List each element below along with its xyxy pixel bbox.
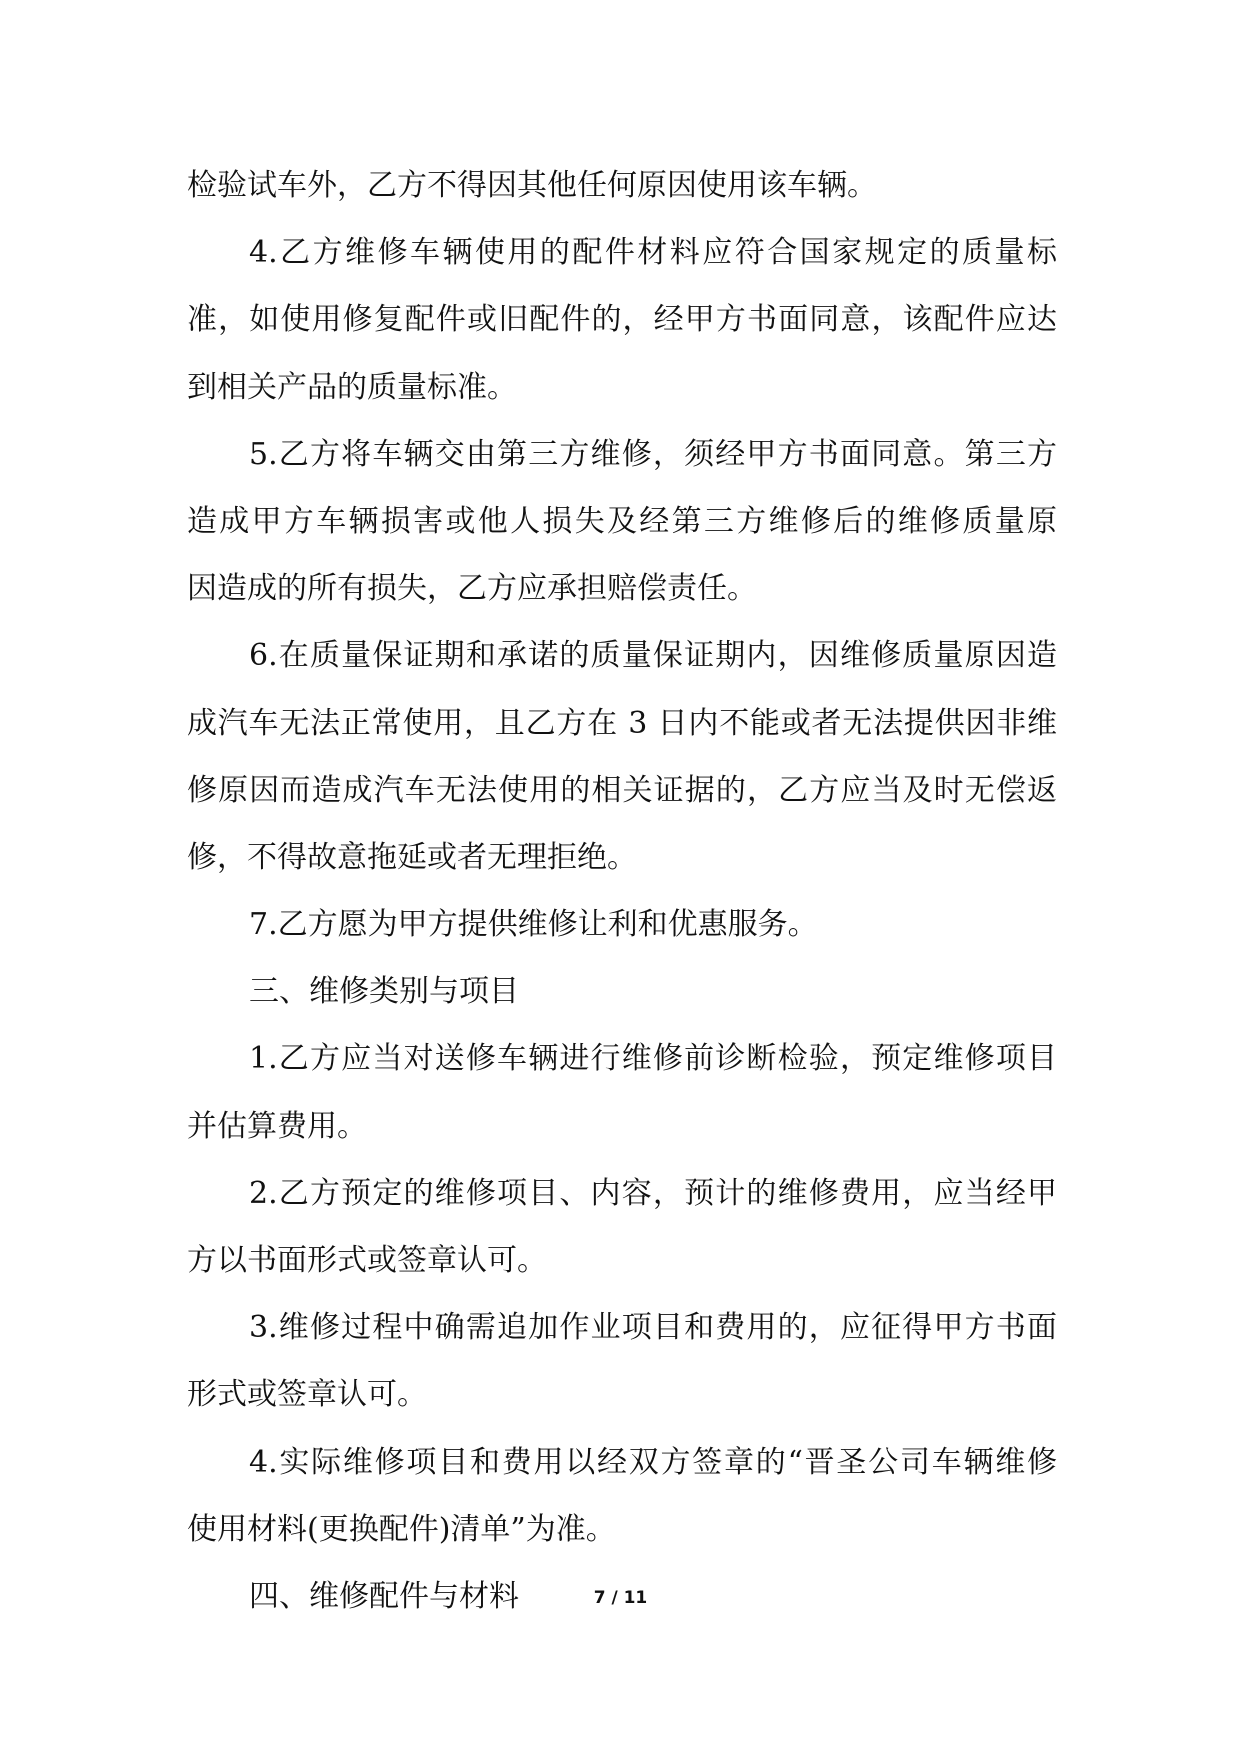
text-line: 到相关产品的质量标准。 [187, 369, 517, 405]
document-body [187, 152, 1057, 1630]
text-line: 造成甲方车辆损害或他人损失及经第三方维修后的维修质量原 [187, 503, 1057, 539]
text-line: 因造成的所有损失，乙方应承担赔偿责任。 [187, 571, 757, 607]
text-line: 检验试车外，乙方不得因其他任何原因使用该车辆。 [187, 168, 877, 203]
text-line: 形式或签章认可。 [187, 1377, 427, 1413]
text-line: 2.乙方预定的维修项目、内容，预计的维修费用，应当经甲 [249, 1175, 1057, 1211]
text-line: 1.乙方应当对送修车辆进行维修前诊断检验，预定维修项目 [249, 1041, 1057, 1077]
text-line: 方以书面形式或签章认可。 [187, 1243, 547, 1278]
text-line: 使用材料(更换配件)清单”为准。 [187, 1511, 616, 1547]
text-line: 5.乙方将车辆交由第三方维修，须经甲方书面同意。第三方 [249, 436, 1057, 472]
page-number: 7 / 11 [593, 1588, 648, 1608]
section-heading: 四、维修配件与材料 [249, 1578, 519, 1614]
text-line: 修原因而造成汽车无法使用的相关证据的，乙方应当及时无偿返 [187, 772, 1057, 808]
text-line: 4.实际维修项目和费用以经双方签章的“晋圣公司车辆维修 [249, 1444, 1057, 1480]
text-line: 4.乙方维修车辆使用的配件材料应符合国家规定的质量标 [249, 235, 1057, 271]
section-heading: 三、维修类别与项目 [249, 974, 519, 1010]
text-line: 准，如使用修复配件或旧配件的，经甲方书面同意，该配件应达 [187, 302, 1057, 338]
text-line: 7.乙方愿为甲方提供维修让利和优惠服务。 [249, 907, 818, 943]
text-line: 修，不得故意拖延或者无理拒绝。 [187, 839, 637, 875]
text-line: 成汽车无法正常使用，且乙方在 3 日内不能或者无法提供因非维 [187, 705, 1057, 741]
text-line: 并估算费用。 [187, 1108, 367, 1144]
text-line: 3.维修过程中确需追加作业项目和费用的，应征得甲方书面 [249, 1310, 1057, 1346]
text-line: 6.在质量保证期和承诺的质量保证期内，因维修质量原因造 [249, 638, 1057, 674]
